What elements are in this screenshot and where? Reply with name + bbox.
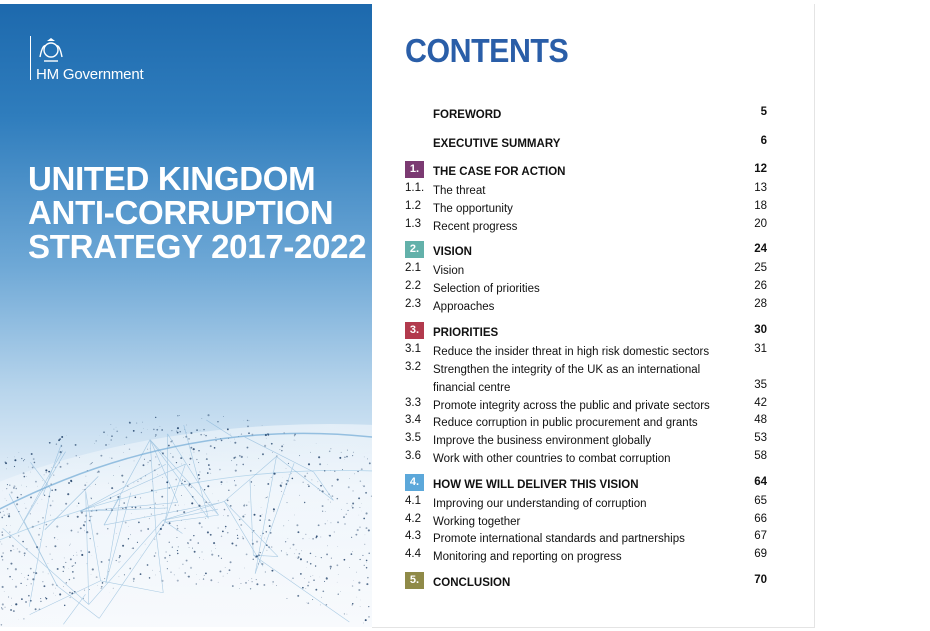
toc-section-title: CONCLUSION <box>433 577 511 589</box>
toc-section-2[interactable] <box>405 241 767 259</box>
toc-item-number: 3.2 <box>405 360 421 373</box>
toc-item-label: Promote international standards and partnerships <box>433 533 685 546</box>
toc-item-label: Strengthen the integrity of the UK as an international financial centre <box>433 363 701 394</box>
toc-entry-page: 6 <box>760 135 767 147</box>
toc-item-page: 28 <box>754 298 767 310</box>
toc-item-3-6[interactable] <box>405 448 767 466</box>
toc-item-number: 1.1. <box>405 182 425 194</box>
toc-item-4-3[interactable] <box>405 528 767 546</box>
toc-item-page: 53 <box>754 432 767 445</box>
cover-title-line-2: ANTI-CORRUPTION <box>28 194 334 231</box>
toc-item-number: 1.2 <box>405 199 421 212</box>
toc-item-label: Selection of priorities <box>433 283 540 296</box>
toc-item-number: 3.3 <box>405 396 421 409</box>
toc-item-page: 25 <box>754 262 767 275</box>
toc-item-1-1[interactable] <box>405 180 767 198</box>
toc-item-label: Vision <box>433 265 465 278</box>
toc-section-title: HOW WE WILL DELIVER THIS VISION <box>433 478 639 491</box>
toc-item-number: 3.1 <box>405 342 421 355</box>
toc-item-page: 48 <box>754 414 767 427</box>
toc-item-4-1[interactable] <box>405 493 767 511</box>
toc-item-3-4[interactable] <box>405 412 767 430</box>
section-number-badge: 1. <box>405 161 424 178</box>
toc-item-page: 42 <box>754 396 767 409</box>
toc-item-1-2[interactable] <box>405 198 767 216</box>
toc-item-label: Reduce corruption in public procurement and grants <box>433 417 698 430</box>
toc-item-page: 31 <box>754 342 767 355</box>
toc-entry-label: EXECUTIVE SUMMARY <box>433 138 561 150</box>
toc-item-number: 2.2 <box>405 280 421 293</box>
toc-item-3-3[interactable] <box>405 395 767 413</box>
toc-item-3-5[interactable] <box>405 430 767 448</box>
section-number-badge: 3. <box>405 322 424 339</box>
toc-item-label: Promote integrity across the public and private sectors <box>433 399 710 412</box>
toc-section-page: 24 <box>754 243 767 256</box>
toc-item-number: 4.3 <box>405 530 421 543</box>
toc-item-3-1[interactable] <box>405 341 767 359</box>
toc-item-number: 3.6 <box>405 450 421 462</box>
toc-section-page: 70 <box>754 574 767 586</box>
toc-item-4-4[interactable] <box>405 546 767 564</box>
toc-item-page: 65 <box>754 494 767 507</box>
toc-item-4-2[interactable] <box>405 511 767 529</box>
hm-government-logo-text: HM Government <box>36 66 144 83</box>
toc-item-label: Improve the business environment globally <box>433 435 651 448</box>
toc-item-label: Approaches <box>433 301 495 313</box>
toc-item-page: 66 <box>754 512 767 525</box>
toc-section-title: VISION <box>433 246 472 259</box>
toc-item-number: 2.1 <box>405 262 421 275</box>
contents-page <box>372 4 815 628</box>
toc-item-label: Working together <box>433 515 521 528</box>
toc-item-2-2[interactable] <box>405 278 767 296</box>
toc-item-label: Monitoring and reporting on progress <box>433 551 622 564</box>
toc-item-number: 2.3 <box>405 298 421 310</box>
toc-item-1-3[interactable] <box>405 216 767 234</box>
toc-entry-page: 5 <box>760 106 767 118</box>
toc-item-number: 4.2 <box>405 512 421 525</box>
toc-item-page: 69 <box>754 548 767 561</box>
cover-page <box>0 4 372 627</box>
toc-item-2-1[interactable] <box>405 260 767 278</box>
toc-section-title: PRIORITIES <box>433 326 499 339</box>
toc-section-4[interactable] <box>405 474 767 492</box>
toc-section-1[interactable] <box>405 161 767 179</box>
toc-section-page: 12 <box>754 163 767 175</box>
toc-item-page: 26 <box>754 280 767 293</box>
toc-section-page: 30 <box>754 323 767 336</box>
toc-item-number: 4.4 <box>405 548 421 561</box>
toc-item-label: The threat <box>433 185 486 197</box>
logo-divider <box>30 36 31 80</box>
toc-section-3[interactable] <box>405 322 767 340</box>
toc-section-page: 64 <box>754 475 767 488</box>
toc-item-page: 13 <box>754 182 767 194</box>
cover-title <box>28 162 368 264</box>
toc-item-2-3[interactable] <box>405 296 767 314</box>
toc-item-number: 3.5 <box>405 432 421 445</box>
section-number-badge: 5. <box>405 572 424 589</box>
toc-item-page: 58 <box>754 450 767 462</box>
toc-item-label: The opportunity <box>433 202 513 215</box>
toc-item-page: 18 <box>754 199 767 212</box>
cover-title-line-3: STRATEGY 2017-2022 <box>28 228 367 265</box>
toc-item-label: Recent progress <box>433 220 518 233</box>
section-number-badge: 2. <box>405 241 424 258</box>
toc-section-title: THE CASE FOR ACTION <box>433 166 566 178</box>
toc-item-page: 67 <box>754 530 767 543</box>
toc-item-number: 1.3 <box>405 217 421 230</box>
royal-crest-icon <box>36 37 66 63</box>
toc-item-page: 35 <box>754 378 767 391</box>
toc-entry-label: FOREWORD <box>433 109 502 121</box>
toc-item-number: 3.4 <box>405 414 421 427</box>
toc-entry[interactable] <box>405 133 767 151</box>
globe-network-illustration <box>0 4 372 627</box>
toc-item-number: 4.1 <box>405 494 421 507</box>
section-number-badge: 4. <box>405 474 424 491</box>
toc-entry[interactable] <box>405 104 767 122</box>
toc-item-page: 20 <box>754 217 767 230</box>
toc-section-5[interactable] <box>405 572 767 590</box>
cover-title-line-1: UNITED KINGDOM <box>28 160 316 197</box>
toc-item-label: Work with other countries to combat corruption <box>433 453 671 465</box>
contents-heading: CONTENTS <box>405 32 569 69</box>
toc-item-label: Improving our understanding of corruption <box>433 497 647 510</box>
toc-item-3-2[interactable] <box>405 359 767 395</box>
toc-item-label: Reduce the insider threat in high risk domestic sectors <box>433 345 710 358</box>
document-spread <box>0 4 814 627</box>
